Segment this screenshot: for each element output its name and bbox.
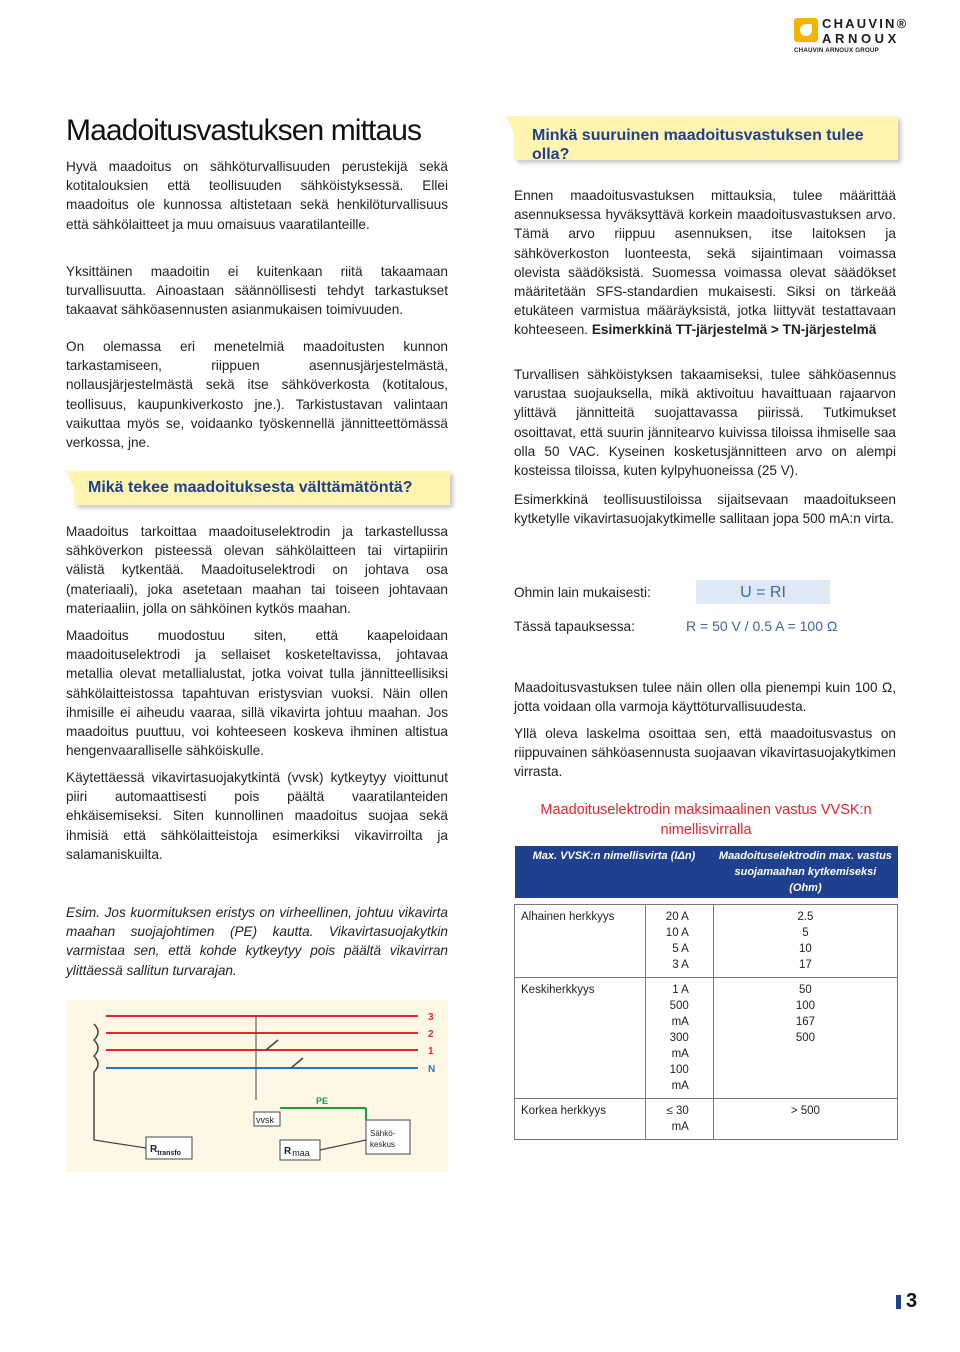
table-header-resistance: Maadoituselektrodin max. vastus suojamaahan kytkemiseksi (Ohm) <box>713 846 897 898</box>
vvsk-label: vvsk <box>256 1115 274 1125</box>
table-row <box>515 905 898 978</box>
earthing-diagram <box>66 1000 448 1172</box>
example-paragraph: Esim. Jos kuormituksen eristys on virheellinen, johtuu vikavirta maahan suojajohtimen (PE) kautta. Vikavirtasuojakytkin varmistaa sen, että kohde kytkeytyy pois päältä vikavirran ylittäessä sallitun turvarajan. <box>66 905 448 978</box>
earthing-diagram-svg <box>66 1000 448 1172</box>
right-paragraph-1-bold: Esimerkkinä TT-järjestelmä > TN-järjestelmä <box>591 322 877 338</box>
right-paragraph-4: Maadoitusvastuksen tulee näin ollen olla pienempi kuin 100 Ω, jotta voidaan olla varmoja käyttöturvallisuudesta. <box>514 680 896 715</box>
current-cell: 5 A <box>672 943 689 955</box>
value-cell: 100 <box>795 1000 815 1012</box>
table-header-row <box>515 846 898 898</box>
current-cell: 3 A <box>672 959 689 971</box>
device-label-line1: Sähkö- <box>370 1129 396 1138</box>
device-label-line2: keskus <box>370 1140 395 1149</box>
case-label: Tässä tapauksessa: <box>514 619 635 634</box>
logo-line3: CHAUVIN ARNOUX GROUP <box>794 47 879 54</box>
value-cell: 5 <box>802 927 809 939</box>
chauvin-arnoux-logo <box>794 16 922 56</box>
left-paragraph-4: Maadoitus tarkoittaa maadoituselektrodin ja tarkastellussa sähköverkon pisteessä olevan sähkölaitteen tai virtapiirin välistä kytkentää. Maadoituselektrodi on johtava osa (materiaali), joka asetetaan maahan tai toiseen johtavaan materiaaliin, jolla on sähköinen kytkös maahan. <box>66 524 448 616</box>
table-row <box>515 1099 898 1140</box>
right-paragraph-1-text: Ennen maadoitusvastuksen mittauksia, tulee määrittää asennuksessa hyväksyttävä korkein maadoitusvastuksen arvo. Tämä arvo riippuu asennuksen, itse laitoksen ja sähköverkoston luonteesta, sekä sijaintimaan voimassa olevista säädöksistä. Suomessa voimassa olevat säädökset määritetään SFS-standardien mukaisesti. Siksi on tärkeää etukäteen varmistua määräyksistä, jotka liittyvät testattavaan kohteeseen. <box>514 188 896 338</box>
row-label-low: Alhainen herkkyys <box>515 905 646 978</box>
current-cell: 300 mA <box>669 1032 689 1060</box>
left-paragraph-3: On olemassa eri menetelmiä maadoitusten kunnon tarkastamiseen, riippuen asennusjärjestelmästä, nollausjärjestelmästä sekä itse sähköverkosta (kotitalous, teollisuus, kaupunkiverkosto jne.). Tarkistustavan valintaan vaikuttaa myös se, voidaanko työskennellä jännitteettömässä verkossa, jne. <box>66 339 448 451</box>
vvsk-resistance-table <box>514 846 898 1140</box>
current-cell: 100 mA <box>669 1064 689 1092</box>
ohm-law-formula: U = RI <box>696 580 830 604</box>
current-cell: 10 A <box>665 927 689 939</box>
ohm-law-label: Ohmin lain mukaisesti: <box>514 585 651 600</box>
page-number: 3 <box>906 1290 918 1312</box>
left-paragraph-6: Käytettäessä vikavirtasuojakytkintä (vvsk) kytkeytyy vioittunut piiri automaattisesti pois päältä vaaratilanteiden ehkäisemiseksi. Siten kunnollinen maadoitus suojaa sekä ihmisiä että sähkölaitteistoja esimerkiksi vikavirroilta ja salamaniskuilta. <box>66 770 448 862</box>
section-banner-how-much: Minkä suuruinen maadoitusvastuksen tulee olla? <box>514 116 898 160</box>
page-title: Maadoitusvastuksen mittaus <box>66 114 422 147</box>
value-cell: 10 <box>799 943 812 955</box>
table-header-current: Max. VVSK:n nimellisvirta (IΔn) <box>515 846 714 898</box>
logo-line1: CHAUVIN® <box>822 16 909 31</box>
pe-label: PE <box>316 1096 329 1106</box>
right-paragraph-1 <box>514 186 896 340</box>
label-phase-1: 1 <box>428 1046 434 1057</box>
row-currents-high: ≤ 30 mA <box>646 1099 714 1140</box>
value-cell: 17 <box>799 959 812 971</box>
current-cell: 20 A <box>665 911 689 923</box>
left-paragraph-2: Yksittäinen maadoitin ei kuitenkaan riitä takaamaan turvallisuutta. Ainoastaan säännöllisesti tehdyt tarkastukset takaavat sähköasennusten asianmukaisen toimivuuden. <box>66 264 448 318</box>
row-values-low <box>713 905 897 978</box>
row-values-high: > 500 <box>713 1099 897 1140</box>
row-label-medium: Keskiherkkyys <box>515 978 646 1099</box>
right-paragraph-2: Turvallisen sähköistyksen takaamiseksi, tulee sähköasennus varustaa suojauksella, mikä aktivoituu havaittuaan rajaarvon ylittävä jännitteitä suojattavassa piirissä. Tutkimukset osoittavat, että suurin jännitearvo kuivissa tiloissa ihmiselle saa olla 50 VAC. Kyseinen kosketusjännitteen arvo on alempi kosteissa tiloissa, kuten kylpyhuoneissa (25 V). <box>514 367 896 479</box>
left-paragraph-5: Maadoitus muodostuu siten, että kaapeloidaan maadoituselektrodi ja sellaiset kosketeltavissa, johtavaa metallia olevat metallialustat, jotka voivat tulla jännitteellisiksi sähkölaitteistossa tapahtuvan eristysvian vuoksi. Näin ollen ihmisille ei aiheudu vaaraa, sillä vikavirta johtuu maahan. Jos maadoitus puuttuu, voi kohteeseen koskeva ihminen altistua hengenvaaralliselle sähköiskulle. <box>66 628 448 759</box>
logo-mark-icon <box>794 18 818 42</box>
row-currents-medium <box>646 978 714 1099</box>
label-phase-3: 3 <box>428 1012 434 1023</box>
case-formula: R = 50 V / 0.5 A = 100 Ω <box>686 618 838 634</box>
row-currents-low <box>646 905 714 978</box>
table-title: Maadoituselektrodin maksimaalinen vastus VVSK:n nimellisvirralla <box>540 802 872 838</box>
row-label-high: Korkea herkkyys <box>515 1099 646 1140</box>
logo-line2: ARNOUX <box>822 31 900 46</box>
value-cell: 2.5 <box>797 911 814 923</box>
r-maa-label: Rmaa <box>284 1146 310 1158</box>
table-row <box>515 978 898 1099</box>
left-paragraph-1: Hyvä maadoitus on sähköturvallisuuden perustekijä sekä kotitalouksien että teollisuuden sähköistyksessä. Ellei maadoitus ole kunnossa altistetaan sekä henkilöturvallisuus että sähkölaitteet ja muu omaisuus vaaratilanteille. <box>66 159 448 232</box>
section-banner-why: Mikä tekee maadoituksesta välttämätöntä? <box>74 471 450 505</box>
r-transfo-label: $R_{transfo}$ <box>150 1144 181 1157</box>
value-cell: 50 <box>799 984 812 996</box>
right-paragraph-5: Yllä oleva laskelma osoittaa sen, että maadoitusvastus on riippuvainen sähköasennusta suojaavan vikavirtasuojakytkimen virrasta. <box>514 726 896 780</box>
label-phase-2: 2 <box>428 1029 434 1040</box>
current-cell: 1 A <box>672 984 689 996</box>
right-paragraph-3: Esimerkkinä teollisuustiloissa sijaitsevaan maadoitukseen kytketylle vikavirtasuojakytkimelle sallitaan jopa 500 mA:n virta. <box>514 492 896 527</box>
value-cell: 500 <box>795 1032 815 1044</box>
row-values-medium <box>713 978 897 1099</box>
label-neutral: N <box>428 1064 436 1075</box>
current-cell: 500 mA <box>669 1000 689 1028</box>
value-cell: 167 <box>795 1016 815 1028</box>
